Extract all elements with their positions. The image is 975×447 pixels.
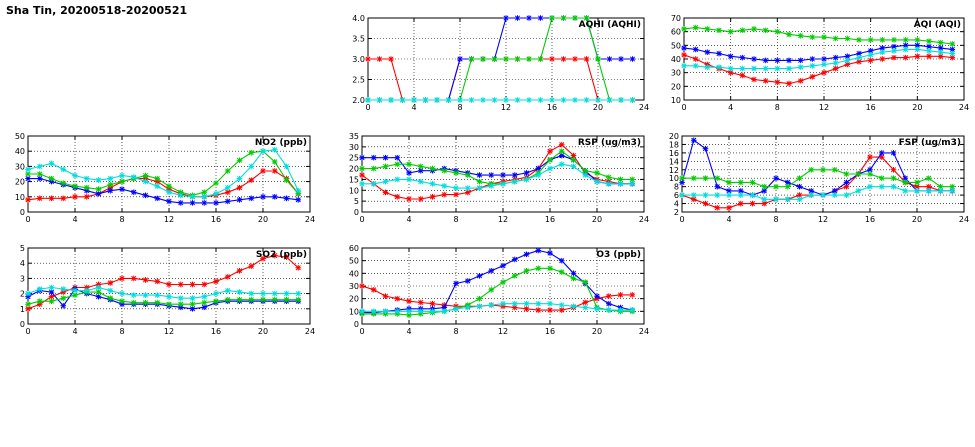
svg-text:20: 20 — [592, 103, 604, 112]
svg-text:4: 4 — [406, 215, 412, 224]
svg-text:8: 8 — [774, 103, 780, 112]
chart-panel-aqi — [660, 6, 970, 114]
svg-text:40: 40 — [14, 147, 25, 157]
svg-text:16: 16 — [210, 327, 222, 336]
svg-text:10: 10 — [668, 174, 679, 184]
chart-svg — [340, 6, 650, 114]
svg-text:16: 16 — [864, 215, 876, 224]
svg-text:16: 16 — [668, 148, 679, 158]
svg-text:8: 8 — [119, 215, 125, 224]
svg-text:50: 50 — [348, 256, 359, 266]
svg-text:5: 5 — [353, 197, 359, 207]
svg-text:20: 20 — [591, 215, 603, 224]
svg-text:35: 35 — [348, 132, 359, 141]
svg-text:4: 4 — [728, 103, 734, 112]
page-title: Sha Tin, 20200518-20200521 — [6, 4, 188, 17]
svg-text:8: 8 — [453, 215, 459, 224]
svg-text:8: 8 — [453, 327, 459, 336]
svg-text:24: 24 — [304, 215, 316, 224]
svg-text:16: 16 — [546, 103, 558, 112]
svg-text:50: 50 — [670, 41, 681, 51]
series-line — [362, 304, 632, 312]
svg-text:30: 30 — [348, 282, 359, 291]
chart-svg — [6, 236, 316, 338]
svg-text:70: 70 — [670, 14, 681, 23]
svg-text:NO2 (ppb): NO2 (ppb) — [254, 138, 307, 148]
svg-text:60: 60 — [348, 244, 359, 253]
svg-text:24: 24 — [958, 103, 970, 112]
svg-text:15: 15 — [348, 175, 359, 185]
svg-text:16: 16 — [865, 103, 876, 112]
svg-text:10: 10 — [348, 307, 359, 317]
series-line — [684, 28, 952, 44]
svg-text:30: 30 — [670, 68, 681, 78]
svg-text:18: 18 — [668, 140, 679, 150]
svg-text:6: 6 — [673, 191, 679, 201]
svg-text:16: 16 — [210, 215, 222, 224]
svg-text:8: 8 — [457, 103, 463, 112]
svg-text:0: 0 — [25, 327, 31, 336]
svg-text:8: 8 — [773, 215, 779, 224]
svg-text:2: 2 — [673, 208, 679, 217]
svg-text:50: 50 — [14, 132, 25, 141]
svg-text:14: 14 — [668, 157, 679, 167]
svg-text:12: 12 — [497, 215, 509, 224]
svg-text:1: 1 — [19, 304, 25, 314]
svg-text:2.5: 2.5 — [352, 75, 365, 85]
series-line — [684, 45, 952, 60]
svg-text:2.0: 2.0 — [352, 96, 365, 105]
svg-text:0: 0 — [359, 327, 365, 336]
chart-panel-fsp — [660, 124, 970, 226]
chart-svg — [660, 124, 970, 226]
svg-text:3.0: 3.0 — [352, 55, 365, 64]
svg-text:4: 4 — [673, 199, 679, 209]
svg-text:10: 10 — [348, 186, 359, 196]
svg-text:0: 0 — [359, 215, 365, 224]
svg-text:40: 40 — [670, 55, 681, 64]
svg-text:20: 20 — [257, 215, 269, 224]
svg-text:5: 5 — [19, 244, 25, 253]
svg-text:12: 12 — [500, 103, 512, 112]
svg-text:24: 24 — [638, 215, 650, 224]
svg-text:24: 24 — [304, 327, 316, 336]
svg-text:4: 4 — [411, 103, 417, 112]
svg-text:24: 24 — [638, 103, 650, 112]
series-line — [28, 150, 298, 197]
svg-text:AQHI (AQHI): AQHI (AQHI) — [578, 20, 641, 30]
svg-text:4: 4 — [726, 215, 732, 224]
svg-text:20: 20 — [14, 177, 25, 187]
svg-text:O3 (ppb): O3 (ppb) — [596, 250, 641, 260]
svg-text:20: 20 — [591, 327, 603, 336]
chart-panel-rsp — [340, 124, 650, 226]
svg-text:4: 4 — [72, 215, 78, 224]
svg-text:16: 16 — [544, 327, 556, 336]
svg-text:0: 0 — [353, 208, 359, 217]
svg-text:4: 4 — [19, 259, 25, 269]
svg-text:12: 12 — [497, 327, 509, 336]
svg-text:30: 30 — [348, 142, 359, 152]
svg-text:25: 25 — [348, 153, 359, 163]
svg-text:20: 20 — [912, 103, 923, 112]
series-line — [28, 171, 298, 200]
series-line — [362, 286, 632, 310]
svg-text:0: 0 — [365, 103, 371, 112]
svg-text:4.0: 4.0 — [352, 14, 365, 23]
svg-text:10: 10 — [14, 192, 25, 202]
svg-text:0: 0 — [19, 208, 25, 217]
svg-text:0: 0 — [681, 103, 687, 112]
svg-text:12: 12 — [818, 103, 830, 112]
svg-text:20: 20 — [911, 215, 923, 224]
series-line — [28, 289, 298, 309]
svg-text:SO2 (ppb): SO2 (ppb) — [255, 250, 307, 260]
svg-text:60: 60 — [670, 27, 681, 37]
svg-text:12: 12 — [817, 215, 829, 224]
svg-text:RSP (ug/m3): RSP (ug/m3) — [577, 138, 641, 148]
svg-text:16: 16 — [544, 215, 556, 224]
chart-panel-no2 — [6, 124, 316, 226]
svg-text:24: 24 — [958, 215, 970, 224]
svg-text:12: 12 — [163, 327, 175, 336]
chart-svg — [660, 6, 970, 114]
svg-text:AQI (AQI): AQI (AQI) — [913, 20, 961, 30]
svg-text:12: 12 — [163, 215, 175, 224]
chart-panel-o3 — [340, 236, 650, 338]
chart-panel-aqhi — [340, 6, 650, 114]
svg-text:20: 20 — [348, 294, 359, 304]
svg-text:8: 8 — [673, 182, 679, 192]
svg-text:3.5: 3.5 — [352, 34, 365, 44]
chart-svg — [340, 236, 650, 338]
svg-text:0: 0 — [25, 215, 31, 224]
svg-text:FSP (ug/m3): FSP (ug/m3) — [898, 138, 961, 148]
svg-text:20: 20 — [670, 82, 681, 92]
svg-text:24: 24 — [638, 327, 650, 336]
chart-svg — [6, 124, 316, 226]
chart-svg — [340, 124, 650, 226]
svg-text:0: 0 — [19, 320, 25, 329]
svg-text:20: 20 — [257, 327, 269, 336]
svg-text:10: 10 — [670, 96, 681, 105]
svg-text:30: 30 — [14, 162, 25, 172]
svg-text:0: 0 — [679, 215, 685, 224]
svg-text:20: 20 — [668, 132, 679, 141]
svg-text:2: 2 — [19, 289, 25, 299]
svg-text:8: 8 — [119, 327, 125, 336]
svg-text:4: 4 — [406, 327, 412, 336]
chart-panel-so2 — [6, 236, 316, 338]
svg-text:20: 20 — [348, 164, 359, 174]
svg-text:0: 0 — [353, 320, 359, 329]
svg-text:40: 40 — [348, 269, 359, 279]
svg-text:12: 12 — [668, 165, 679, 175]
svg-text:4: 4 — [72, 327, 78, 336]
svg-text:3: 3 — [19, 274, 25, 284]
series-line — [362, 251, 632, 313]
